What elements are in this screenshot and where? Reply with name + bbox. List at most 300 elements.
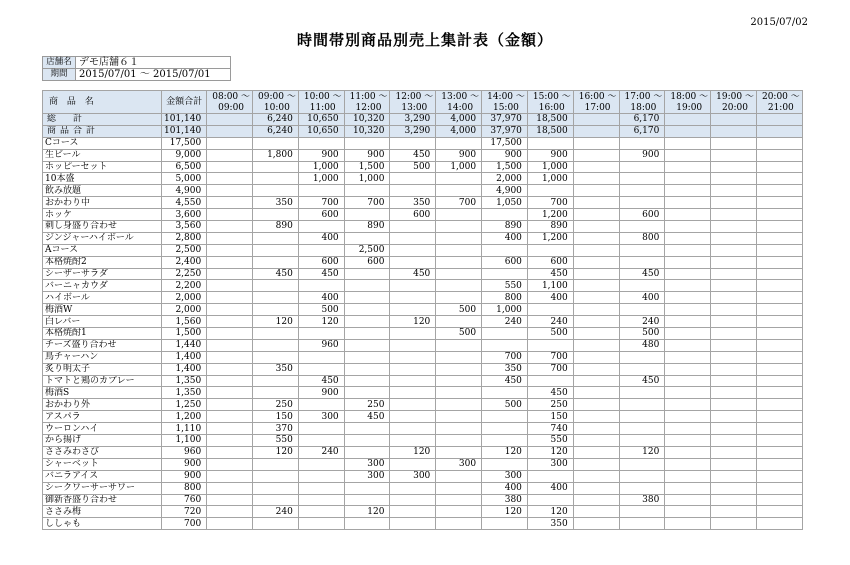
slot-amount-cell [207, 339, 253, 351]
product-name-cell: バーニャカウダ [43, 280, 162, 292]
slot-amount-cell [619, 482, 665, 494]
slot-amount-cell [619, 423, 665, 435]
slot-amount-cell: 300 [344, 458, 390, 470]
amount-total-cell: 1,200 [162, 411, 207, 423]
slot-amount-cell: 450 [527, 268, 573, 280]
slot-amount-cell [619, 304, 665, 316]
slot-amount-cell [390, 351, 436, 363]
slot-amount-cell [619, 173, 665, 185]
slot-amount-cell [619, 458, 665, 470]
slot-amount-cell: 800 [619, 232, 665, 244]
slot-amount-cell [756, 399, 802, 411]
slot-amount-cell [573, 411, 619, 423]
slot-amount-cell: 400 [527, 482, 573, 494]
header-slot-end: 15:00 [482, 102, 528, 114]
slot-amount-cell [665, 149, 711, 161]
slot-amount-cell [344, 280, 390, 292]
slot-amount-cell: 450 [298, 375, 344, 387]
slot-amount-cell: 300 [390, 470, 436, 482]
slot-amount-cell [573, 423, 619, 435]
slot-amount-cell [298, 399, 344, 411]
slot-amount-cell [665, 494, 711, 506]
slot-amount-cell: 450 [253, 268, 299, 280]
slot-amount-cell [390, 280, 436, 292]
header-slot-start: 11:00 〜 [344, 91, 390, 103]
slot-amount-cell [482, 518, 528, 530]
slot-amount-cell [573, 506, 619, 518]
product-name-cell: 梅酒S [43, 387, 162, 399]
slot-amount-cell [756, 316, 802, 328]
header-slot-end: 18:00 [619, 102, 665, 114]
table-row [43, 161, 803, 173]
slot-amount-cell [298, 518, 344, 530]
slot-amount-cell [390, 256, 436, 268]
slot-amount-cell [756, 209, 802, 221]
store-row [43, 57, 231, 69]
slot-amount-cell [573, 446, 619, 458]
slot-amount-cell [527, 304, 573, 316]
table-row [43, 375, 803, 387]
slot-amount-cell: 600 [527, 256, 573, 268]
slot-amount-cell [665, 114, 711, 126]
slot-amount-cell: 480 [619, 339, 665, 351]
slot-amount-cell [573, 435, 619, 447]
header-slot-start: 15:00 〜 [527, 91, 573, 103]
slot-amount-cell [711, 423, 757, 435]
slot-amount-cell [619, 244, 665, 256]
slot-amount-cell [665, 399, 711, 411]
slot-amount-cell [619, 387, 665, 399]
slot-amount-cell: 500 [436, 328, 482, 340]
slot-amount-cell [665, 363, 711, 375]
slot-amount-cell [756, 197, 802, 209]
amount-total-cell: 101,140 [162, 114, 207, 126]
slot-amount-cell [207, 173, 253, 185]
slot-amount-cell [390, 458, 436, 470]
slot-amount-cell [665, 232, 711, 244]
amount-total-cell: 2,400 [162, 256, 207, 268]
slot-amount-cell [482, 435, 528, 447]
product-name-cell: シャーベット [43, 458, 162, 470]
slot-amount-cell [665, 423, 711, 435]
slot-amount-cell: 250 [253, 399, 299, 411]
summary-row [43, 125, 803, 137]
slot-amount-cell: 370 [253, 423, 299, 435]
table-row [43, 316, 803, 328]
product-name-cell: シーザーサラダ [43, 268, 162, 280]
slot-amount-cell [436, 446, 482, 458]
product-name-cell: Aコース [43, 244, 162, 256]
slot-amount-cell [756, 387, 802, 399]
slot-amount-cell [344, 316, 390, 328]
slot-amount-cell [711, 363, 757, 375]
table-row [43, 339, 803, 351]
slot-amount-cell [665, 185, 711, 197]
report-info-table [42, 56, 231, 81]
slot-amount-cell [756, 328, 802, 340]
slot-amount-cell [619, 411, 665, 423]
slot-amount-cell [573, 339, 619, 351]
slot-amount-cell [573, 375, 619, 387]
table-row [43, 482, 803, 494]
slot-amount-cell [527, 137, 573, 149]
slot-amount-cell [436, 244, 482, 256]
slot-amount-cell [436, 292, 482, 304]
slot-amount-cell [619, 280, 665, 292]
slot-amount-cell [207, 435, 253, 447]
slot-amount-cell [207, 458, 253, 470]
slot-amount-cell: 300 [344, 470, 390, 482]
slot-amount-cell [436, 399, 482, 411]
header-slot-end: 19:00 [665, 102, 711, 114]
slot-amount-cell [207, 494, 253, 506]
slot-amount-cell: 600 [298, 209, 344, 221]
slot-amount-cell: 500 [298, 304, 344, 316]
slot-amount-cell [665, 339, 711, 351]
slot-amount-cell: 700 [527, 351, 573, 363]
slot-amount-cell [298, 221, 344, 233]
slot-amount-cell [711, 375, 757, 387]
slot-amount-cell [711, 232, 757, 244]
slot-amount-cell [573, 232, 619, 244]
product-name-cell: Cコース [43, 137, 162, 149]
slot-amount-cell: 600 [344, 256, 390, 268]
slot-amount-cell: 900 [298, 149, 344, 161]
slot-amount-cell [711, 292, 757, 304]
amount-total-cell: 1,400 [162, 363, 207, 375]
slot-amount-cell: 1,000 [527, 161, 573, 173]
slot-amount-cell [527, 339, 573, 351]
slot-amount-cell [665, 328, 711, 340]
slot-amount-cell [298, 137, 344, 149]
amount-total-cell: 101,140 [162, 125, 207, 137]
slot-amount-cell [344, 185, 390, 197]
amount-total-cell: 4,550 [162, 197, 207, 209]
slot-amount-cell [573, 185, 619, 197]
slot-amount-cell: 600 [390, 209, 436, 221]
slot-amount-cell [344, 351, 390, 363]
table-row [43, 387, 803, 399]
slot-amount-cell: 890 [482, 221, 528, 233]
slot-amount-cell [436, 173, 482, 185]
product-name-cell: ささみ梅 [43, 506, 162, 518]
amount-total-cell: 1,250 [162, 399, 207, 411]
slot-amount-cell [298, 328, 344, 340]
slot-amount-cell [573, 494, 619, 506]
slot-amount-cell [207, 446, 253, 458]
slot-amount-cell [573, 256, 619, 268]
amount-total-cell: 900 [162, 458, 207, 470]
slot-amount-cell [298, 244, 344, 256]
header-slot-end: 13:00 [390, 102, 436, 114]
slot-amount-cell [207, 316, 253, 328]
slot-amount-cell [527, 244, 573, 256]
slot-amount-cell [756, 232, 802, 244]
slot-amount-cell [573, 280, 619, 292]
product-name-cell: ホッケ [43, 209, 162, 221]
slot-amount-cell [756, 482, 802, 494]
slot-amount-cell [298, 280, 344, 292]
slot-amount-cell [665, 221, 711, 233]
amount-total-cell: 760 [162, 494, 207, 506]
slot-amount-cell [344, 423, 390, 435]
slot-amount-cell [207, 506, 253, 518]
slot-amount-cell [207, 292, 253, 304]
slot-amount-cell: 450 [344, 411, 390, 423]
slot-amount-cell [573, 518, 619, 530]
header-slot-start: 14:00 〜 [482, 91, 528, 103]
slot-amount-cell [573, 458, 619, 470]
slot-amount-cell: 4,000 [436, 125, 482, 137]
slot-amount-cell [207, 209, 253, 221]
product-name-cell: ハイボール [43, 292, 162, 304]
slot-amount-cell [711, 185, 757, 197]
slot-amount-cell: 350 [253, 363, 299, 375]
slot-amount-cell: 550 [253, 435, 299, 447]
slot-amount-cell: 120 [298, 316, 344, 328]
slot-amount-cell [207, 256, 253, 268]
slot-amount-cell [482, 339, 528, 351]
slot-amount-cell [573, 209, 619, 221]
amount-total-cell: 2,800 [162, 232, 207, 244]
header-slot-end: 11:00 [298, 102, 344, 114]
slot-amount-cell [711, 435, 757, 447]
slot-amount-cell [436, 268, 482, 280]
slot-amount-cell: 890 [527, 221, 573, 233]
slot-amount-cell: 120 [482, 506, 528, 518]
product-name-cell: 刺し身盛り合わせ [43, 221, 162, 233]
slot-amount-cell [436, 232, 482, 244]
slot-amount-cell [298, 363, 344, 375]
table-row [43, 470, 803, 482]
slot-amount-cell: 450 [482, 375, 528, 387]
slot-amount-cell [711, 209, 757, 221]
slot-amount-cell [665, 458, 711, 470]
slot-amount-cell [711, 221, 757, 233]
slot-amount-cell [665, 173, 711, 185]
slot-amount-cell [253, 292, 299, 304]
slot-amount-cell [665, 506, 711, 518]
table-row [43, 173, 803, 185]
slot-amount-cell: 120 [619, 446, 665, 458]
slot-amount-cell [711, 446, 757, 458]
slot-amount-cell: 3,290 [390, 125, 436, 137]
product-name-cell: ウーロンハイ [43, 423, 162, 435]
report-title: 時間帯別商品別売上集計表（金額） [296, 31, 553, 49]
slot-amount-cell [756, 221, 802, 233]
slot-amount-cell: 500 [619, 328, 665, 340]
slot-amount-cell: 120 [253, 316, 299, 328]
slot-amount-cell [756, 446, 802, 458]
slot-amount-cell [573, 351, 619, 363]
slot-amount-cell: 1,000 [436, 161, 482, 173]
slot-amount-cell: 900 [482, 149, 528, 161]
amount-total-cell: 720 [162, 506, 207, 518]
slot-amount-cell [665, 137, 711, 149]
slot-amount-cell: 890 [344, 221, 390, 233]
amount-total-cell: 900 [162, 470, 207, 482]
slot-amount-cell [253, 304, 299, 316]
slot-amount-cell [253, 173, 299, 185]
slot-amount-cell [253, 328, 299, 340]
slot-amount-cell [756, 173, 802, 185]
slot-amount-cell [207, 149, 253, 161]
slot-amount-cell: 380 [619, 494, 665, 506]
slot-amount-cell [436, 506, 482, 518]
product-name-cell: トマトと鶏のカプレー [43, 375, 162, 387]
slot-amount-cell [711, 458, 757, 470]
slot-amount-cell: 120 [527, 446, 573, 458]
slot-amount-cell [619, 435, 665, 447]
slot-amount-cell: 960 [298, 339, 344, 351]
slot-amount-cell: 740 [527, 423, 573, 435]
slot-amount-cell: 900 [298, 387, 344, 399]
slot-amount-cell: 150 [253, 411, 299, 423]
amount-total-cell: 800 [162, 482, 207, 494]
slot-amount-cell [253, 482, 299, 494]
slot-amount-cell: 500 [390, 161, 436, 173]
slot-amount-cell: 6,240 [253, 114, 299, 126]
slot-amount-cell [619, 351, 665, 363]
slot-amount-cell [253, 375, 299, 387]
slot-amount-cell [756, 280, 802, 292]
slot-amount-cell [344, 494, 390, 506]
slot-amount-cell [665, 518, 711, 530]
slot-amount-cell [756, 244, 802, 256]
header-slot-start: 17:00 〜 [619, 91, 665, 103]
slot-amount-cell [207, 232, 253, 244]
table-row [43, 244, 803, 256]
slot-amount-cell [665, 375, 711, 387]
slot-amount-cell [573, 221, 619, 233]
amount-total-cell: 1,350 [162, 387, 207, 399]
slot-amount-cell [665, 268, 711, 280]
slot-amount-cell: 10,320 [344, 125, 390, 137]
slot-amount-cell [436, 363, 482, 375]
product-name-cell: ししゃも [43, 518, 162, 530]
slot-amount-cell [619, 399, 665, 411]
slot-amount-cell: 1,800 [253, 149, 299, 161]
slot-amount-cell [573, 470, 619, 482]
header-slot-end: 12:00 [344, 102, 390, 114]
slot-amount-cell [482, 328, 528, 340]
slot-amount-cell [756, 185, 802, 197]
slot-amount-cell [390, 482, 436, 494]
slot-amount-cell [573, 482, 619, 494]
slot-amount-cell: 37,970 [482, 114, 528, 126]
slot-amount-cell [253, 387, 299, 399]
slot-amount-cell [665, 304, 711, 316]
slot-amount-cell [344, 328, 390, 340]
slot-amount-cell [482, 268, 528, 280]
table-row [43, 506, 803, 518]
period-label: 期間 [43, 69, 76, 81]
slot-amount-cell: 1,100 [527, 280, 573, 292]
slot-amount-cell: 350 [482, 363, 528, 375]
slot-amount-cell: 240 [619, 316, 665, 328]
slot-amount-cell [711, 351, 757, 363]
slot-amount-cell [619, 256, 665, 268]
slot-amount-cell [390, 435, 436, 447]
slot-amount-cell [665, 244, 711, 256]
header-slot-start: 16:00 〜 [573, 91, 619, 103]
slot-amount-cell [527, 494, 573, 506]
product-name-cell: ホッピーセット [43, 161, 162, 173]
header-slot-start: 10:00 〜 [298, 91, 344, 103]
slot-amount-cell [390, 292, 436, 304]
table-row [43, 458, 803, 470]
amount-total-cell: 2,250 [162, 268, 207, 280]
amount-total-cell: 1,400 [162, 351, 207, 363]
slot-amount-cell [253, 494, 299, 506]
amount-total-cell: 3,600 [162, 209, 207, 221]
slot-amount-cell [253, 244, 299, 256]
slot-amount-cell [390, 494, 436, 506]
slot-amount-cell [665, 470, 711, 482]
slot-amount-cell: 6,170 [619, 125, 665, 137]
slot-amount-cell [665, 351, 711, 363]
product-name-cell: 飲み放題 [43, 185, 162, 197]
slot-amount-cell: 550 [527, 435, 573, 447]
slot-amount-cell [253, 470, 299, 482]
slot-amount-cell [207, 518, 253, 530]
slot-amount-cell [436, 256, 482, 268]
slot-amount-cell: 600 [619, 209, 665, 221]
period-row [43, 69, 231, 81]
slot-amount-cell [711, 197, 757, 209]
slot-amount-cell: 37,970 [482, 125, 528, 137]
table-row [43, 423, 803, 435]
slot-amount-cell: 1,500 [344, 161, 390, 173]
amount-total-cell: 4,900 [162, 185, 207, 197]
slot-amount-cell [344, 268, 390, 280]
slot-amount-cell: 350 [253, 197, 299, 209]
slot-amount-cell [207, 244, 253, 256]
slot-amount-cell [436, 518, 482, 530]
product-name-cell: 本格焼酎2 [43, 256, 162, 268]
slot-amount-cell: 450 [619, 268, 665, 280]
table-row [43, 328, 803, 340]
product-name-cell: 御新香盛り合わせ [43, 494, 162, 506]
product-name-cell: チーズ盛り合わせ [43, 339, 162, 351]
slot-amount-cell: 380 [482, 494, 528, 506]
header-slot-start: 18:00 〜 [665, 91, 711, 103]
slot-amount-cell [573, 328, 619, 340]
slot-amount-cell [573, 387, 619, 399]
slot-amount-cell [711, 280, 757, 292]
table-row [43, 209, 803, 221]
slot-amount-cell [390, 244, 436, 256]
slot-amount-cell [573, 363, 619, 375]
slot-amount-cell [436, 137, 482, 149]
slot-amount-cell [344, 446, 390, 458]
slot-amount-cell [482, 209, 528, 221]
slot-amount-cell [436, 411, 482, 423]
slot-amount-cell: 17,500 [482, 137, 528, 149]
slot-amount-cell: 1,000 [298, 173, 344, 185]
slot-amount-cell [665, 446, 711, 458]
slot-amount-cell [665, 292, 711, 304]
slot-amount-cell: 400 [482, 482, 528, 494]
slot-amount-cell: 240 [482, 316, 528, 328]
slot-amount-cell [253, 137, 299, 149]
slot-amount-cell [573, 304, 619, 316]
slot-amount-cell: 240 [298, 446, 344, 458]
slot-amount-cell [253, 232, 299, 244]
slot-amount-cell [482, 411, 528, 423]
slot-amount-cell: 120 [253, 446, 299, 458]
product-name-cell: 総 計 [43, 114, 162, 126]
